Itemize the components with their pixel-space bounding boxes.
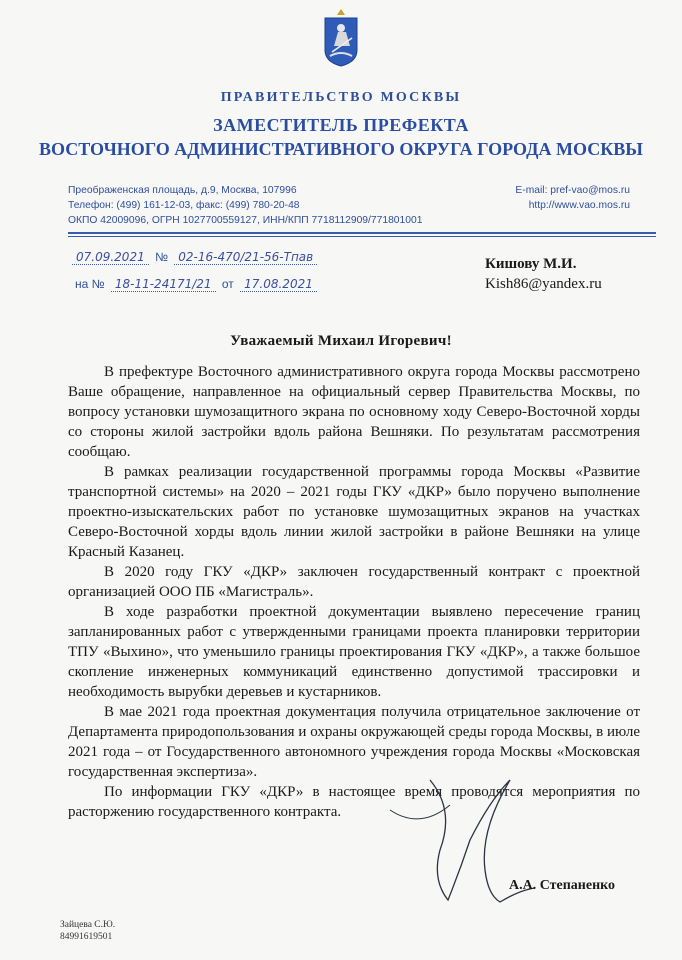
contacts-block	[515, 183, 630, 213]
signer-name: А.А. Степаненко	[509, 878, 616, 893]
recipient-block	[485, 254, 602, 294]
registry-line: ОКПО 42009096, ОГРН 1027700559127, ИНН/КПП 7718112909/771801001	[68, 215, 423, 226]
registration-block	[72, 250, 317, 304]
outgoing-date: 07.09.2021	[72, 250, 149, 265]
paragraph: В мае 2021 года проектная документация получила отрицательное заключение от Департамента природопользования и охраны окружающей среды города Москвы, в июле 2021 года – от Государственного автономного учреждения города Москвы «Московская государственная экспертиза».	[68, 704, 640, 780]
paragraph: В рамках реализации государственной программы города Москвы «Развитие транспортной системы» на 2020 – 2021 годы ГКУ «ДКР» было поручено выполнение проектно-изыскательских работ по установке шумозащитных экранов на участках Северо-Восточной хорды вдоль линии жилой застройки в районе Вешняки на улице Красный Казанец.	[68, 464, 640, 560]
paragraph: В префектуре Восточного административного округа города Москвы рассмотрено Ваше обращение, направленное на официальный сервер Правительства Москвы, по вопросу установки шумозащитного экрана по основному ходу Северо-Восточной хорды со стороны жилой застройки вдоль района Вешняки. По результатам рассмотрения сообщаю.	[68, 364, 640, 460]
address-line: Преображенская площадь, д.9, Москва, 107996	[68, 185, 297, 196]
header-divider-thin	[68, 236, 656, 237]
paragraph: По информации ГКУ «ДКР» в настоящее время проводятся мероприятия по расторжению государственного контракта.	[68, 784, 640, 820]
address-block	[68, 183, 422, 228]
outgoing-number: 02-16-470/21-56-Тпав	[174, 250, 317, 265]
office-title: ЗАМЕСТИТЕЛЬ ПРЕФЕКТА	[213, 115, 469, 135]
header-divider	[68, 232, 656, 234]
website-text: http://www.vao.mos.ru	[528, 200, 630, 211]
executor-phone: 84991619501	[60, 932, 113, 942]
executor-block	[60, 919, 115, 943]
recipient-name: Кишову М.И.	[485, 256, 577, 272]
office-subtitle: ВОСТОЧНОГО АДМИНИСТРАТИВНОГО ОКРУГА ГОРОДА МОСКВЫ	[39, 139, 643, 159]
greeting: Уважаемый Михаил Игоревич!	[230, 333, 452, 349]
paragraph: В 2020 году ГКУ «ДКР» заключен государственный контракт с проектной организацией ООО ПБ «Магистраль».	[68, 564, 640, 600]
paragraph: В ходе разработки проектной документации выявлено пересечение границ запланированных работ с утвержденными границами проекта планировки территории ТПУ «Выхино», что уменьшило границы проектирования ГКУ «ДКР», а также большое скопление инженерных коммуникаций единственно допустимой трассировки и необходимость вырубки деревьев и кустарников.	[68, 604, 640, 700]
executor-name: Зайцева С.Ю.	[60, 920, 116, 930]
government-name: ПРАВИТЕЛЬСТВО МОСКВЫ	[220, 90, 462, 105]
letter-body	[68, 362, 640, 822]
email-text: E-mail: pref-vao@mos.ru	[515, 185, 630, 196]
reference-date: 17.08.2021	[240, 277, 317, 292]
reference-number: 18-11-24171/21	[111, 277, 216, 292]
recipient-email: Kish86@yandex.ru	[485, 276, 602, 292]
from-label: от	[221, 277, 234, 291]
phone-line: Телефон: (499) 161-12-03, факс: (499) 780-20-48	[68, 200, 300, 211]
moscow-coat-of-arms-icon	[322, 6, 360, 68]
reference-label: на №	[75, 277, 105, 291]
number-label: №	[155, 250, 168, 264]
